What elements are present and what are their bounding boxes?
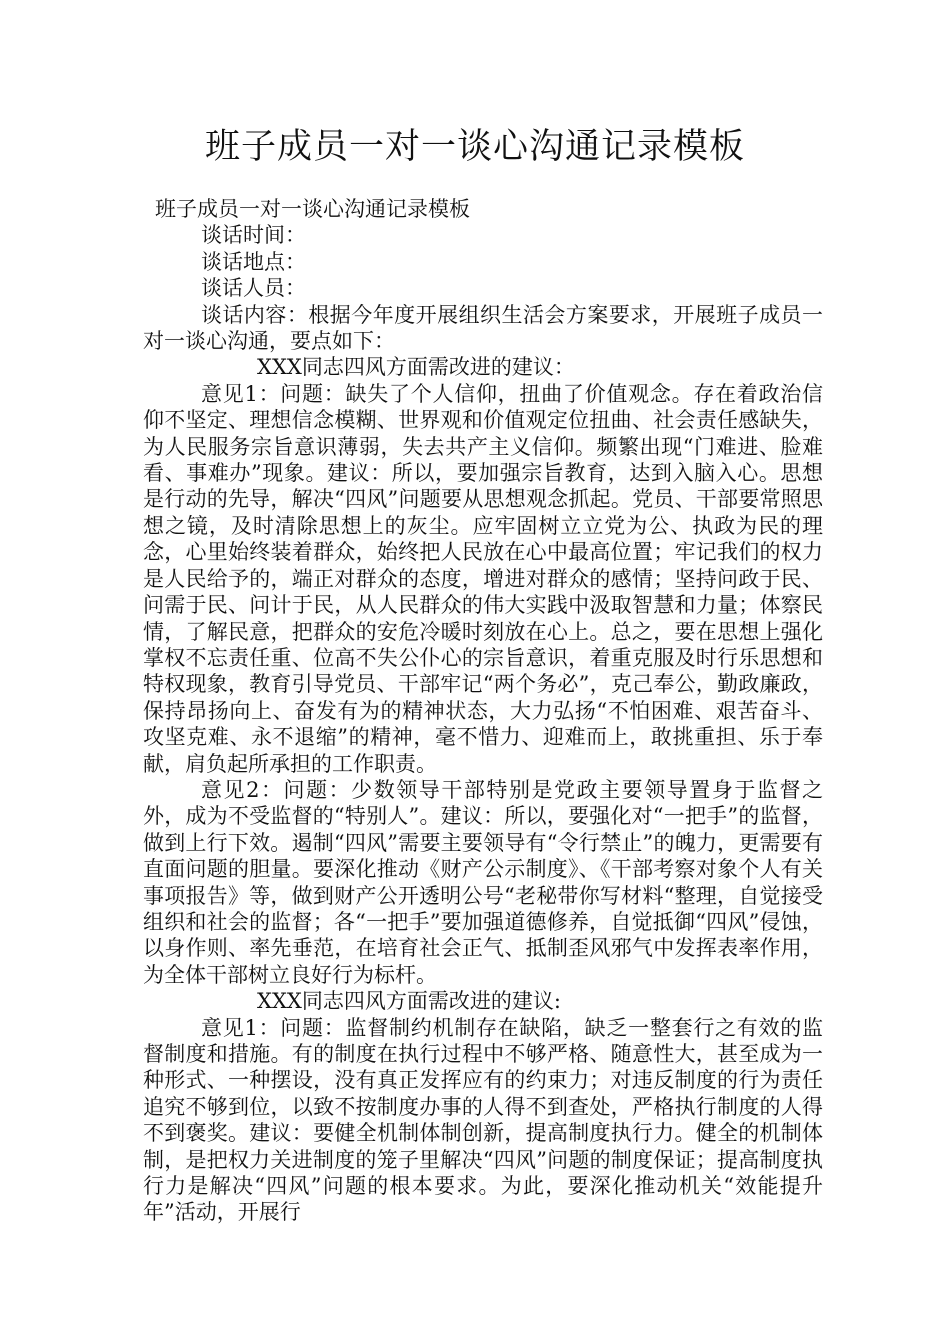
section2-opinion1-paragraph: 意见1：问题：监督制约机制存在缺陷，缺乏一整套行之有效的监督制度和措施。有的制度在执行过程中不够严格、随意性大，甚至成为一种形式、一种摆设，没有真正发挥应有的约束力；对违反制度的行为责任追究不够到位，以致不按制度办事的人得不到查处，严格执行制度的人得不到褒奖。建议：要健全机制体制创新，提高制度执行力。健全的机制体制，是把权力关进制度的笼子里解决“四风”问题的制度保证；提高制度执行力是解决“四风”问题的根本要求。为此，要深化推动机关“效能提升年”活动，开展行 [143, 1015, 823, 1225]
section2-heading: XXX同志四风方面需改进的建议: [257, 989, 561, 1014]
content-intro-paragraph: 谈话内容：根据今年度开展组织生活会方案要求，开展班子成员一对一谈心沟通，要点如下： [143, 302, 823, 354]
section1-opinion1-paragraph: 意见1：问题：缺失了个人信仰，扭曲了价值观念。存在着政治信仰不坚定、理想信念模糊、世界观和价值观定位扭曲、社会责任感缺失，为人民服务宗旨意识薄弱，失去共产主义信仰。频繁出现“门难进、脸难看、事难办”现象。建议：所以，要加强宗旨教育，达到入脑入心。思想是行动的先导，解决“四风”问题要从思想观念抓起。党员、干部要常照思想之镜，及时清除思想上的灰尘。应牢固树立立党为公、执政为民的理念，心里始终装着群众，始终把人民放在心中最高位置；牢记我们的权力是人民给予的，端正对群众的态度，增进对群众的感情；坚持问政于民、问需于民、问计于民，从人民群众的伟大实践中汲取智慧和力量；体察民情，了解民意，把群众的安危冷暖时刻放在心上。总之，要在思想上强化掌权不忘责任重、位高不失公仆心的宗旨意识，着重克服及时行乐思想和特权现象，教育引导党员、干部牢记“两个务必”，克己奉公，勤政廉政，保持昂扬向上、奋发有为的精神状态，大力弘扬“不怕困难、艰苦奋斗、攻坚克难、永不退缩”的精神，毫不惜力、迎难而上，敢挑重担、乐于奉献，肩负起所承担的工作职责。 [143, 381, 823, 776]
document-subtitle: 班子成员一对一谈心沟通记录模板 [155, 197, 470, 221]
section1-opinion2-paragraph: 意见2：问题：少数领导干部特别是党政主要领导置身于监督之外，成为不受监督的“特别人”。建议：所以，要强化对“一把手”的监督，做到上行下效。遏制“四风”需要主要领导有“令行禁止”的魄力，更需要有直面问题的胆量。要深化推动《财产公示制度》、《干部考察对象个人有关事项报告》等，做到财产公开透明公号“老秘带你写材料“整理，自觉接受组织和社会的监督；各“一把手”要加强道德修养，自觉抵御“四风”侵蚀，以身作则、率先垂范，在培育社会正气、抵制歪风邪气中发挥表率作用，为全体干部树立良好行为标杆。 [143, 777, 823, 987]
field-talk-people: 谈话人员： [201, 276, 306, 301]
document-title: 班子成员一对一谈心沟通记录模板 [204, 127, 745, 167]
field-talk-place: 谈话地点： [201, 249, 306, 274]
document-body [143, 196, 823, 1226]
field-talk-time: 谈话时间： [201, 223, 306, 248]
section1-heading: XXX同志四风方面需改进的建议： [257, 355, 575, 380]
